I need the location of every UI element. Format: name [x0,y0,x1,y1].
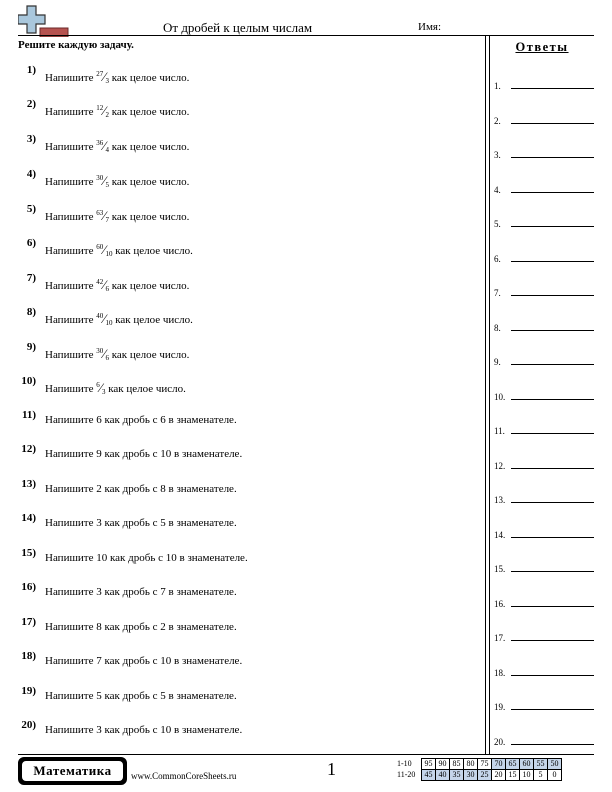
problem-number: 17) [21,616,36,628]
fraction: $^{40}⁄_{10}$ [96,311,113,327]
answer-number: 9. [494,357,501,367]
score-cell: 15 [506,770,520,781]
answer-number: 4. [494,184,501,195]
problem-number: 11) [21,409,36,421]
fraction-numerator: 40 [96,312,104,320]
plus-eraser-logo-icon [18,5,70,37]
problem-suffix: как целое число. [111,72,190,84]
score-row [397,770,562,781]
answer-line[interactable] [494,353,594,367]
score-cell: 0 [548,770,562,781]
answer-blank[interactable] [511,744,594,745]
answers-title: Ответы [515,40,569,54]
answer-number: 14. [494,529,506,540]
answer-blank[interactable] [511,261,594,262]
problem-suffix: как целое число. [111,211,190,223]
fraction-denominator: 7 [105,216,109,224]
problem-text: Напишите 3 как дробь с 10 в знаменателе. [45,724,243,736]
answer-blank[interactable] [511,502,594,503]
header-divider [18,35,594,36]
answer-blank[interactable] [511,537,594,538]
answer-number: 18. [494,667,506,678]
problem-suffix: как целое число. [111,141,190,153]
answer-number: 5. [494,219,501,229]
problem-text: Напишите 3 как дробь с 7 в знаменателе. [45,586,237,598]
problem-text: Напишите 6 как дробь с 6 в знаменателе. [45,414,237,426]
problem-text: Напишите 10 как дробь с 10 в знаменателе. [45,552,248,564]
score-cell: 30 [464,770,478,781]
problem-number: 4) [26,168,36,180]
answer-line[interactable] [494,629,594,643]
score-row [397,759,562,770]
problem-text [45,173,189,189]
footer-divider [18,754,594,755]
problem-suffix: как целое число. [115,245,193,257]
score-cell: 45 [422,770,436,781]
problem-suffix: как целое число. [111,106,190,118]
name-label: Имя: [418,21,442,33]
score-cell: 95 [422,759,436,770]
score-table [397,758,562,781]
problem-text: Напишите 3 как дробь с 5 в знаменателе. [45,517,237,529]
fraction-denominator: 10 [105,319,113,327]
answer-number: 12. [494,460,506,471]
problem-suffix: как целое число. [115,314,193,326]
problem-text: Напишите 2 как дробь с 8 в знаменателе. [45,483,237,495]
fraction-numerator: 30 [96,174,104,182]
answer-blank[interactable] [511,192,594,193]
answer-line[interactable] [494,146,594,160]
answer-blank[interactable] [511,295,594,296]
answer-blank[interactable] [511,709,594,710]
problem-text [45,346,189,362]
answer-line[interactable] [494,77,594,91]
score-cell: 55 [534,759,548,770]
problem-number: 20) [21,719,36,731]
fraction-numerator: 30 [96,347,104,355]
problem-prefix: Напишите [45,280,94,292]
problem-number: 2) [26,98,36,110]
answer-blank[interactable] [511,399,594,400]
problem-number: 9) [26,341,36,353]
fraction-denominator: 3 [101,388,106,396]
answer-number: 6. [494,253,501,264]
answer-blank[interactable] [511,157,594,158]
answer-line[interactable] [494,388,594,402]
problem-prefix: Напишите [45,383,94,395]
problem-number: 1) [26,64,36,76]
problem-number: 3) [26,133,36,145]
problem-text [45,103,189,119]
score-cell: 35 [450,770,464,781]
answer-blank[interactable] [511,364,594,365]
score-cell: 60 [520,759,534,770]
score-range-label: 11-20 [397,770,416,779]
problem-text [45,138,189,154]
fraction-denominator: 6 [105,354,109,362]
problem-text: Напишите 7 как дробь с 10 в знаменателе. [45,655,243,667]
problem-text: Напишите 9 как дробь с 10 в знаменателе. [45,448,243,460]
answer-number: 16. [494,598,506,609]
problem-number: 5) [26,203,36,215]
fraction: $^{30}⁄_6$ [96,346,109,362]
fraction: $^{42}⁄_6$ [96,277,109,293]
score-cell: 65 [506,759,520,770]
score-range-label: 1-10 [397,759,412,768]
column-divider [485,36,486,754]
answer-blank[interactable] [511,433,594,434]
problem-text [45,277,189,293]
answer-line[interactable] [494,560,594,574]
answer-number: 11. [494,426,505,436]
problem-prefix: Напишите [45,106,94,118]
problem-text [45,242,193,258]
answer-line[interactable] [494,215,594,229]
answer-number: 17. [494,633,506,643]
answer-line[interactable] [494,698,594,712]
fraction-denominator: 4 [105,146,109,154]
score-cell: 50 [548,759,562,770]
score-cell: 10 [520,770,534,781]
problem-prefix: Напишите [45,72,94,84]
problem-number: 16) [21,581,36,593]
problem-suffix: как целое число. [111,176,190,188]
fraction: $^{36}⁄_4$ [96,138,109,154]
problem-text: Напишите 8 как дробь с 2 в знаменателе. [45,621,237,633]
answer-number: 13. [494,495,506,505]
answer-line[interactable] [494,457,594,471]
fraction: $^6⁄_3$ [96,380,106,396]
answer-number: 7. [494,288,501,298]
fraction: $^{60}⁄_{10}$ [96,242,113,258]
score-cell: 20 [492,770,506,781]
problem-number: 8) [26,306,36,318]
page-title: От дробей к целым числам [163,20,313,35]
score-cell: 90 [436,759,450,770]
answer-number: 19. [494,702,506,712]
fraction-numerator: 27 [96,70,104,78]
answer-number: 2. [494,115,501,126]
answer-line[interactable] [494,595,594,609]
problem-number: 12) [21,443,36,455]
site-url: www.CommonCoreSheets.ru [131,771,237,781]
answer-number: 8. [494,322,501,333]
score-cell: 40 [436,770,450,781]
column-divider [489,36,490,754]
answer-line[interactable] [494,491,594,505]
answer-blank[interactable] [511,640,594,641]
answer-number: 3. [494,150,501,160]
answer-blank[interactable] [511,606,594,607]
answer-number: 20. [494,736,506,747]
score-cell: 80 [464,759,478,770]
fraction-numerator: 6 [96,381,100,389]
problem-text: Напишите 5 как дробь с 5 в знаменателе. [45,690,237,702]
score-cell: 75 [478,759,492,770]
fraction: $^{12}⁄_2$ [96,103,109,119]
problem-suffix: как целое число. [111,280,190,292]
problem-prefix: Напишите [45,141,94,153]
answer-blank[interactable] [511,468,594,469]
answer-blank[interactable] [511,330,594,331]
brand-label: Математика [22,761,123,781]
problem-number: 19) [21,685,36,697]
problem-number: 14) [21,512,36,524]
brand-badge [18,757,127,785]
answer-number: 10. [494,391,506,402]
answer-number: 1. [494,81,501,91]
problem-number: 10) [21,375,36,387]
problem-prefix: Напишите [45,176,94,188]
problem-number: 6) [26,237,36,249]
fraction-denominator: 5 [105,181,109,189]
fraction: $^{63}⁄_7$ [96,208,109,224]
answer-blank[interactable] [511,88,594,89]
answer-blank[interactable] [511,226,594,227]
problem-text [45,380,186,396]
fraction-numerator: 42 [96,278,104,286]
fraction-denominator: 2 [105,111,109,119]
answer-line[interactable] [494,250,594,264]
answer-line[interactable] [494,422,594,436]
fraction: $^{27}⁄_3$ [96,69,109,85]
problem-number: 7) [26,272,36,284]
instructions: Решите каждую задачу. [18,39,134,51]
page-number: 1 [327,759,336,779]
score-cell: 70 [492,759,506,770]
fraction-numerator: 60 [96,243,104,251]
answer-line[interactable] [494,181,594,195]
problem-text [45,208,189,224]
answer-line[interactable] [494,319,594,333]
answer-line[interactable] [494,526,594,540]
answer-blank[interactable] [511,675,594,676]
problem-prefix: Напишите [45,245,94,257]
score-cell: 5 [534,770,548,781]
problem-number: 18) [21,650,36,662]
answer-blank[interactable] [511,571,594,572]
problem-suffix: как целое число. [111,349,190,361]
answer-blank[interactable] [511,123,594,124]
answer-line[interactable] [494,733,594,747]
answer-number: 15. [494,564,506,574]
problem-suffix: как целое число. [108,383,186,395]
problem-prefix: Напишите [45,211,94,223]
fraction-numerator: 36 [96,139,104,147]
answer-line[interactable] [494,664,594,678]
problem-text [45,69,189,85]
problem-prefix: Напишите [45,349,94,361]
fraction-numerator: 12 [96,104,104,112]
problem-text [45,311,193,327]
score-cell: 25 [478,770,492,781]
answer-line[interactable] [494,284,594,298]
answer-line[interactable] [494,112,594,126]
fraction: $^{30}⁄_5$ [96,173,109,189]
score-cell: 85 [450,759,464,770]
problem-number: 13) [21,478,36,490]
problem-prefix: Напишите [45,314,94,326]
fraction-denominator: 3 [105,77,109,85]
fraction-numerator: 63 [96,209,104,217]
problem-number: 15) [21,547,36,559]
fraction-denominator: 10 [105,250,113,258]
fraction-denominator: 6 [105,285,109,293]
